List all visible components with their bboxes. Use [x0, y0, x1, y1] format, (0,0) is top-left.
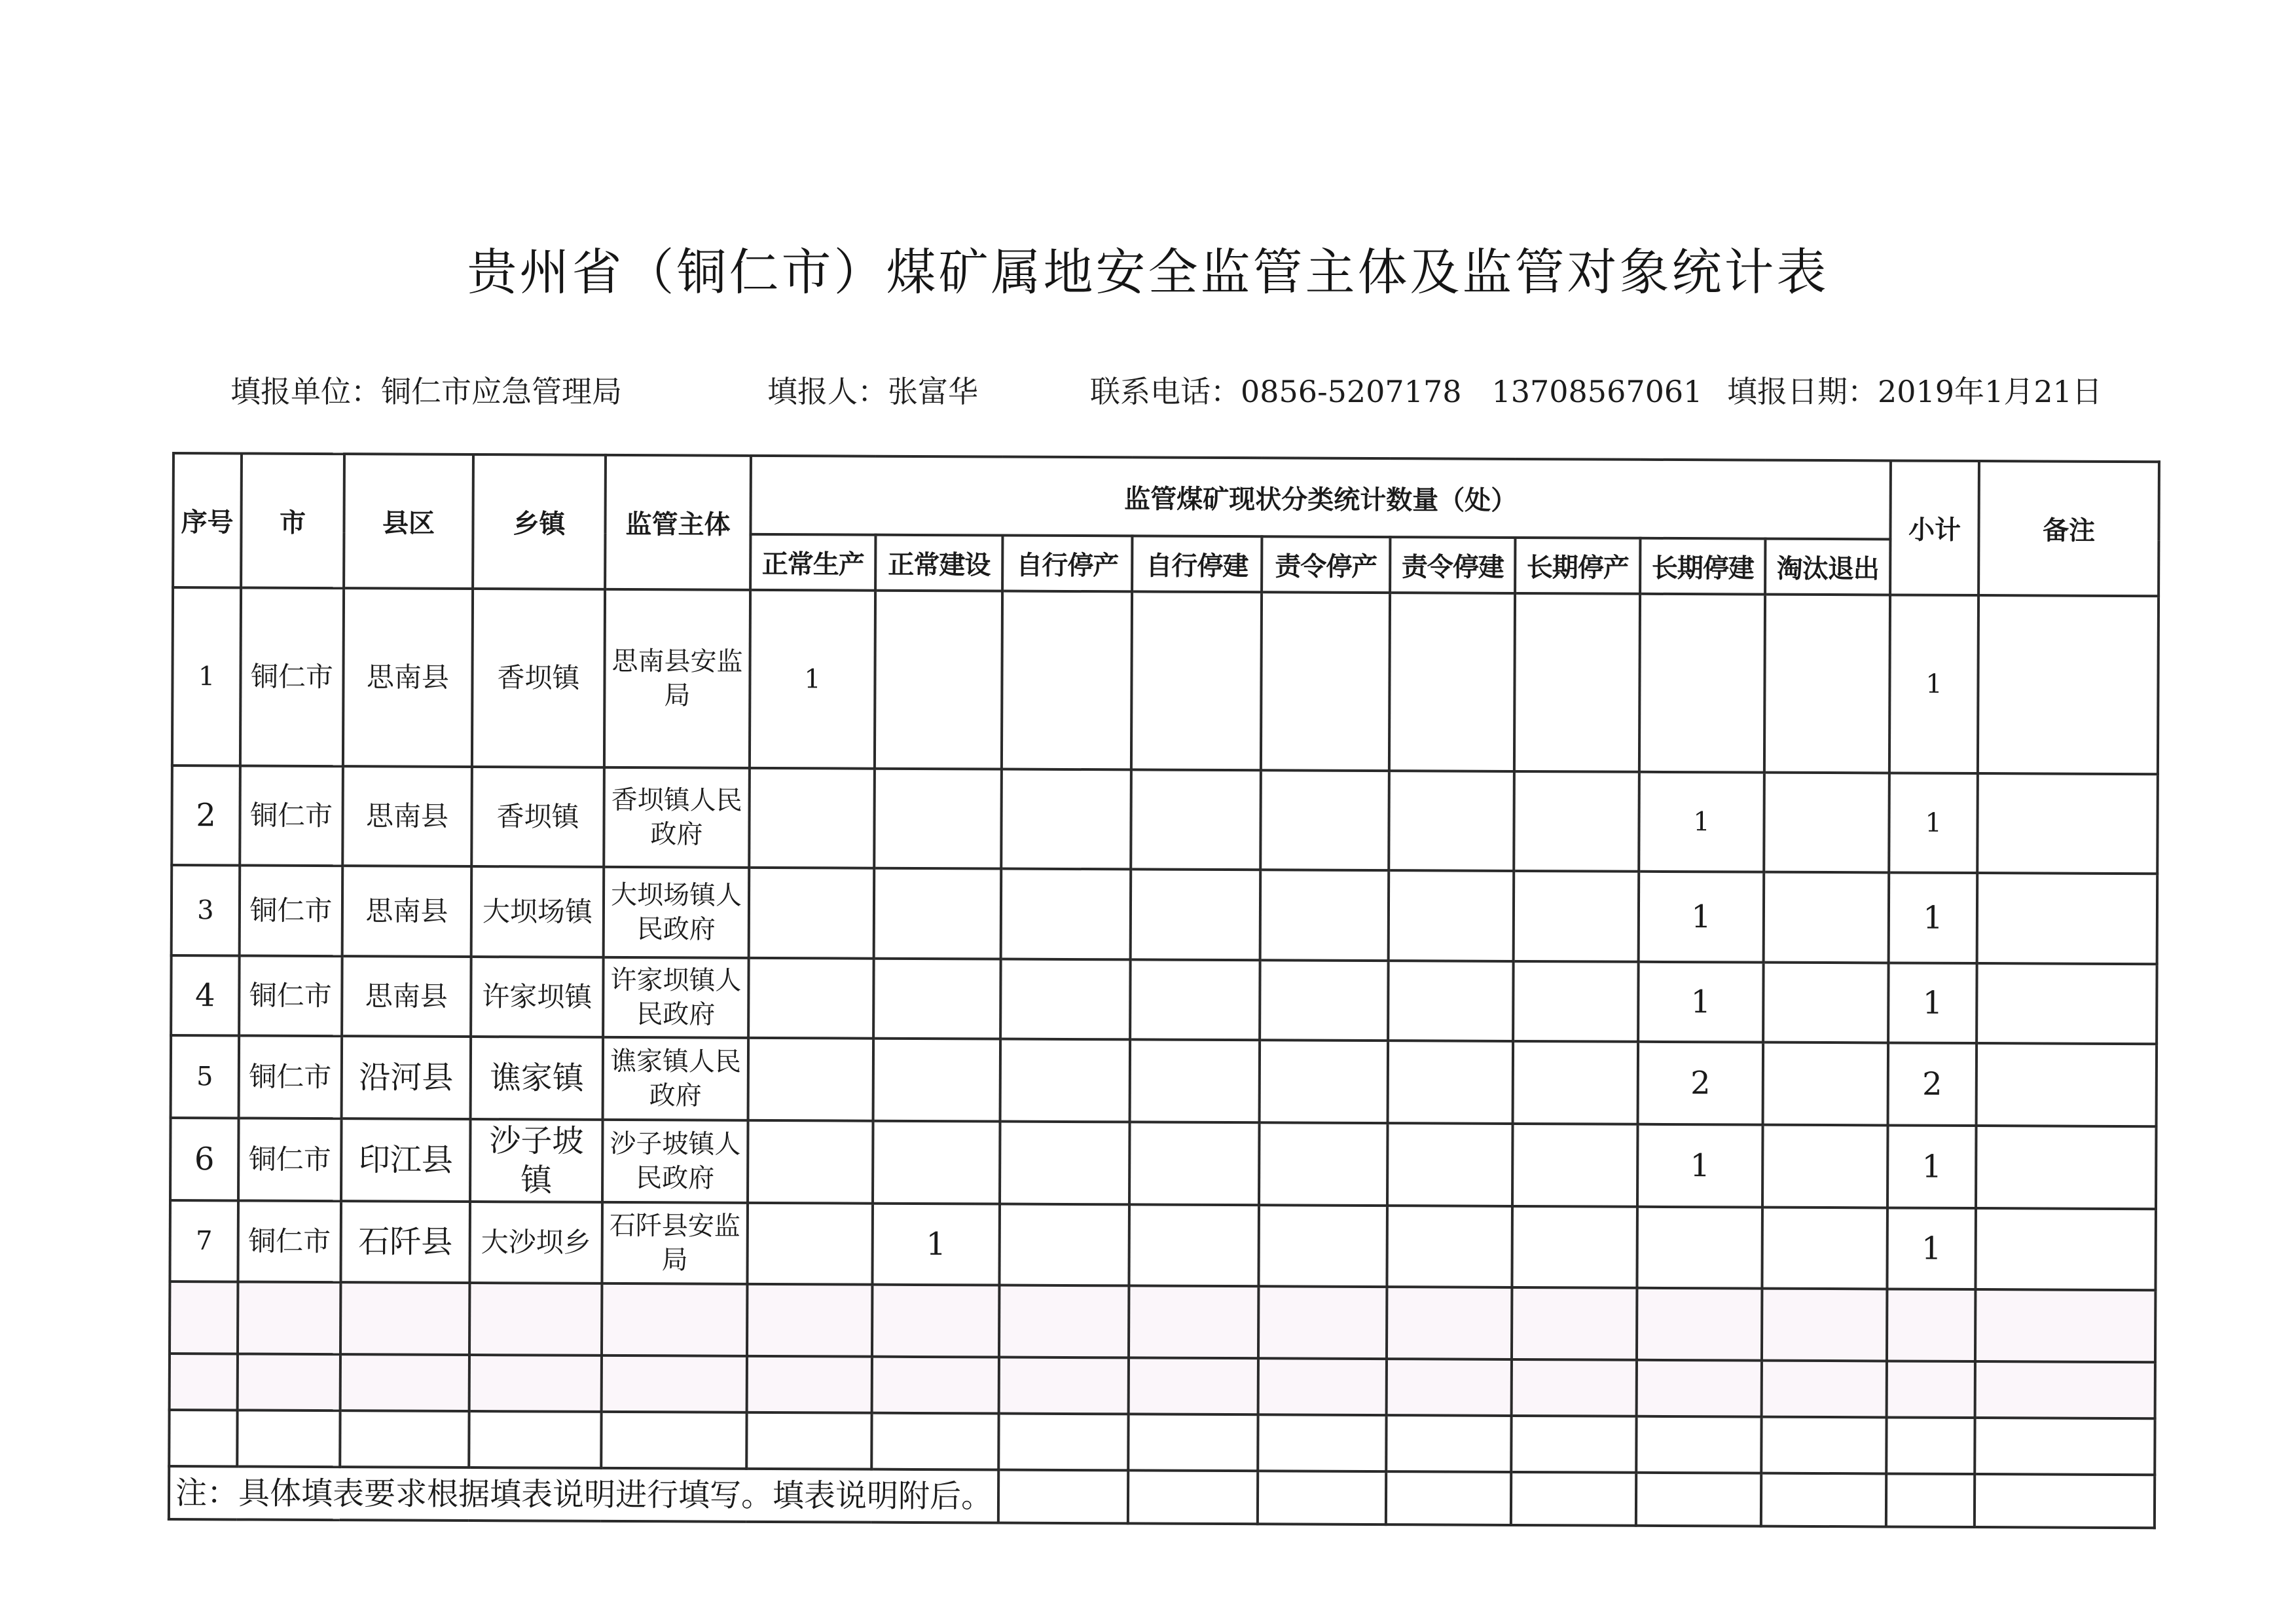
- header-town: 乡镇: [473, 454, 606, 589]
- table-row: [170, 1118, 2157, 1209]
- cell-city: 铜仁市: [239, 955, 342, 1036]
- footnote: 注：具体填表要求根据填表说明进行填写。填表说明附后。: [169, 1466, 998, 1523]
- cell-count: [873, 1039, 1001, 1122]
- cell-town: 谯家镇: [471, 1037, 604, 1120]
- cell-seq: 6: [170, 1118, 239, 1200]
- cell-count: [1260, 1040, 1389, 1123]
- cell-count: [875, 591, 1002, 769]
- cell-seq: 1: [172, 587, 241, 766]
- cell-count: [1764, 872, 1889, 963]
- header-city: 市: [241, 453, 344, 588]
- cell-subject: 大坝场镇人民政府: [604, 867, 750, 958]
- cell-county: 思南县: [343, 588, 473, 767]
- header-subtotal: 小计: [1890, 460, 1979, 595]
- empty-row: [170, 1282, 2156, 1362]
- cell-count: [1258, 1205, 1387, 1287]
- cell-city: 铜仁市: [240, 865, 343, 956]
- cell-count: [1764, 773, 1889, 873]
- cell-count: [1000, 959, 1131, 1040]
- cell-subject: 香坝镇人民政府: [604, 767, 750, 868]
- header-category-group: 监管煤矿现状分类统计数量（处）: [750, 456, 1891, 540]
- cell-remarks: [1978, 595, 2159, 774]
- cell-count: [1513, 1041, 1639, 1124]
- cell-count: [1129, 1204, 1259, 1286]
- header-seq: 序号: [173, 453, 242, 587]
- cell-town: 沙子坡镇: [470, 1119, 603, 1202]
- cell-remarks: [1976, 1126, 2157, 1209]
- cell-count: [748, 958, 874, 1039]
- cell-count: [873, 959, 1001, 1039]
- header-subject: 监管主体: [605, 455, 751, 590]
- cell-count: [748, 1120, 873, 1204]
- cell-count: [1389, 593, 1515, 771]
- cell-seq: 5: [171, 1035, 240, 1118]
- cell-count: [1260, 960, 1389, 1041]
- cell-count: [1002, 591, 1132, 770]
- cell-town: 大坝场镇: [471, 866, 604, 957]
- empty-row: [170, 1354, 2155, 1418]
- cell-count: [1512, 1124, 1638, 1207]
- cell-count: [1131, 869, 1261, 960]
- cell-county: 思南县: [342, 766, 472, 866]
- cell-count: [1001, 769, 1131, 870]
- report-date: 填报日期：2019年1月21日: [1727, 374, 2102, 409]
- cell-count: [1261, 592, 1390, 771]
- cell-county: 思南县: [342, 866, 472, 957]
- header-category: 正常建设: [875, 535, 1002, 591]
- reporting-unit: 填报单位：铜仁市应急管理局: [230, 374, 622, 409]
- cell-subtotal: 1: [1887, 1208, 1977, 1289]
- cell-town: 大沙坝乡: [469, 1202, 602, 1283]
- cell-count: [1388, 961, 1514, 1041]
- cell-count: [1387, 1123, 1513, 1206]
- header-remarks: 备注: [1978, 461, 2159, 596]
- cell-count: 2: [1638, 1042, 1764, 1125]
- header-category: 责令停建: [1390, 537, 1515, 593]
- cell-town: 许家坝镇: [471, 957, 604, 1037]
- cell-count: [1000, 1122, 1130, 1205]
- cell-town: 香坝镇: [471, 767, 604, 867]
- cell-county: 沿河县: [342, 1036, 471, 1119]
- cell-city: 铜仁市: [238, 1200, 341, 1282]
- cell-count: 1: [1637, 1124, 1763, 1208]
- cell-count: [747, 1203, 873, 1285]
- cell-count: [873, 1121, 1000, 1204]
- cell-count: [1259, 1122, 1388, 1206]
- document-title: 贵州省（铜仁市）煤矿属地安全监管主体及监管对象统计表: [467, 243, 1829, 301]
- cell-count: [1762, 1208, 1887, 1289]
- cell-seq: 7: [170, 1200, 238, 1282]
- cell-count: [1260, 770, 1389, 870]
- header-category: 责令停产: [1262, 536, 1390, 593]
- cell-subject: 许家坝镇人民政府: [603, 957, 749, 1038]
- cell-subtotal: 1: [1889, 773, 1978, 873]
- cell-count: [874, 868, 1002, 959]
- cell-count: 1: [1639, 872, 1764, 963]
- header-category: 自行停建: [1132, 536, 1262, 592]
- cell-seq: 4: [171, 955, 240, 1035]
- cell-count: [749, 868, 875, 959]
- cell-subject: 石阡县安监局: [602, 1202, 748, 1284]
- reporter-name: 填报人：张富华: [767, 374, 978, 409]
- cell-count: [1637, 1207, 1762, 1289]
- table-row: [170, 1200, 2156, 1290]
- header-category: 淘汰退出: [1765, 539, 1890, 595]
- table-row: [172, 587, 2159, 774]
- cell-count: [1260, 870, 1389, 961]
- cell-seq: 3: [172, 865, 240, 955]
- cell-subtotal: 1: [1888, 963, 1977, 1043]
- cell-count: [1000, 1039, 1131, 1122]
- cell-count: 1: [1638, 962, 1764, 1043]
- cell-city: 铜仁市: [238, 1118, 342, 1201]
- cell-count: [1131, 591, 1262, 770]
- statistics-table: [168, 452, 2160, 1529]
- cell-count: [749, 768, 875, 868]
- cell-subtotal: 2: [1888, 1043, 1977, 1126]
- header-category: 自行停产: [1002, 536, 1132, 592]
- table-row: [172, 766, 2158, 874]
- cell-count: [1512, 1206, 1637, 1288]
- empty-row: [169, 1410, 2155, 1475]
- cell-count: [1387, 1206, 1512, 1287]
- cell-subject: 沙子坡镇人民政府: [602, 1120, 748, 1203]
- cell-count: [1514, 871, 1639, 962]
- header-county: 县区: [344, 454, 473, 589]
- header-category: 长期停建: [1640, 538, 1765, 595]
- cell-county: 思南县: [342, 956, 471, 1037]
- cell-town: 香坝镇: [472, 589, 605, 767]
- cell-count: 1: [750, 590, 875, 769]
- cell-remarks: [1977, 773, 2158, 874]
- cell-count: [874, 769, 1002, 869]
- cell-remarks: [1976, 1208, 2157, 1290]
- cell-count: [1389, 771, 1514, 871]
- cell-count: [1389, 870, 1514, 961]
- table-row: [172, 865, 2158, 964]
- cell-count: [1388, 1041, 1514, 1124]
- header-category: 正常生产: [750, 534, 875, 591]
- cell-count: [999, 1204, 1129, 1286]
- cell-count: [1131, 769, 1261, 870]
- cell-county: 石阡县: [340, 1201, 470, 1283]
- table-row: [171, 955, 2157, 1044]
- cell-count: 1: [872, 1204, 1000, 1285]
- header-category: 长期停产: [1515, 538, 1640, 594]
- cell-county: 印江县: [341, 1118, 471, 1202]
- cell-subtotal: 1: [1889, 872, 1978, 963]
- cell-count: 1: [1639, 772, 1764, 872]
- cell-count: [1130, 1039, 1260, 1122]
- cell-count: [1762, 1125, 1888, 1208]
- cell-count: [1763, 963, 1889, 1043]
- cell-city: 铜仁市: [240, 766, 343, 866]
- table-row: [171, 1035, 2157, 1126]
- cell-subject: 思南县安监局: [604, 589, 750, 768]
- cell-remarks: [1977, 873, 2158, 964]
- cell-count: [1129, 1122, 1260, 1205]
- cell-count: [1763, 1043, 1889, 1126]
- cell-remarks: [1977, 963, 2157, 1044]
- cell-count: [1764, 595, 1890, 773]
- contact-phone: 联系电话：0856-5207178 13708567061: [1090, 374, 1703, 409]
- cell-city: 铜仁市: [239, 1035, 342, 1118]
- cell-city: 铜仁市: [240, 587, 344, 766]
- cell-count: [1001, 869, 1131, 960]
- cell-remarks: [1977, 1043, 2157, 1126]
- cell-seq: 2: [172, 766, 240, 865]
- cell-count: [1513, 961, 1639, 1042]
- cell-count: [748, 1038, 874, 1121]
- cell-count: [1639, 594, 1765, 773]
- cell-count: [1130, 959, 1260, 1040]
- cell-subtotal: 1: [1887, 1125, 1977, 1208]
- cell-count: [1514, 593, 1640, 772]
- note-row: [169, 1466, 2155, 1528]
- cell-subtotal: 1: [1889, 595, 1978, 773]
- cell-count: [1514, 771, 1639, 872]
- cell-subject: 谯家镇人民政府: [603, 1037, 749, 1120]
